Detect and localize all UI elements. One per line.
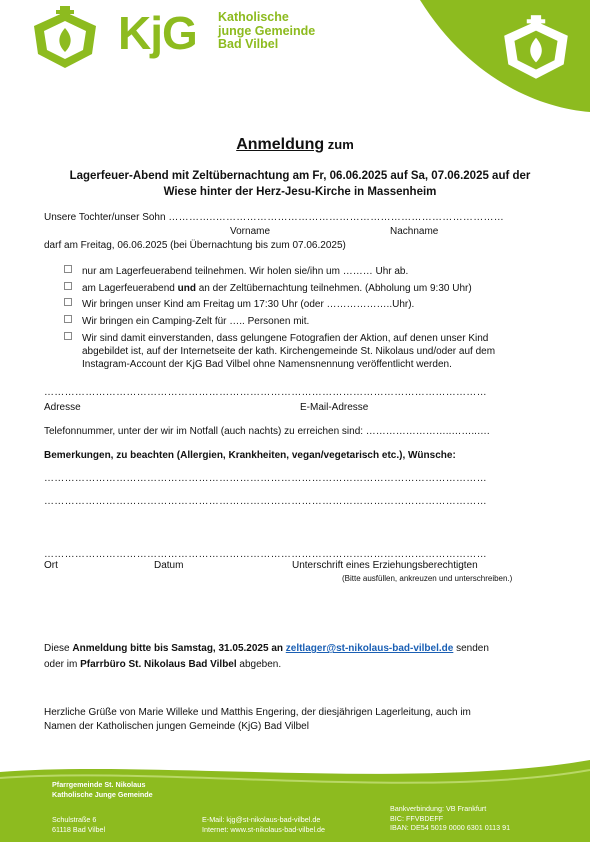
consent-line-2: abgebildet ist, auf der Internetseite der kath. Kirchengemeinde St. Nikolaus und/oder auf dem (82, 346, 496, 357)
option-camping-tent[interactable] (64, 315, 309, 328)
child-name-dots[interactable]: …………..………………………………………………………………………… (168, 212, 505, 223)
logo-line-2: junge Gemeinde (218, 23, 316, 38)
date-line: darf am Freitag, 06.06.2025 (bei Übernachtung bis zum 07.06.2025) (44, 240, 346, 251)
deadline-line-1 (44, 642, 544, 655)
footer-street: Schulstraße 6 (52, 815, 97, 824)
footer-email[interactable]: E-Mail: kjg@st-nikolaus-bad-vilbel.de (202, 815, 321, 824)
subtitle-line-2: Wiese hinter der Herz-Jesu-Kirche in Massenheim (163, 186, 437, 198)
option-text: Wir bringen ein Camping-Zelt für ….. Personen mit. (82, 316, 310, 327)
child-name-prefix: Unsere Tochter/unser Sohn (44, 212, 166, 223)
option-lagerfeuer-only[interactable] (64, 265, 408, 278)
signature-dots[interactable]: ………………………………………………………………………………………………………………… (44, 549, 487, 560)
deadline-email-link[interactable]: zeltlager@st-nikolaus-bad-vilbel.de (285, 643, 454, 654)
kjg-logo-icon (26, 4, 104, 72)
event-subtitle (40, 168, 560, 200)
title-main: Anmeldung (236, 136, 325, 153)
footer-org-2: Katholische Junge Gemeinde (52, 789, 153, 799)
consent-line-3: Instagram-Account der KjG Bad Vilbel ohne Namensnennung veröffentlicht werden. (82, 359, 452, 370)
footer-org-1: Pfarrgemeinde St. Nikolaus (52, 780, 146, 789)
child-name-line[interactable] (44, 211, 534, 224)
remarks-label: Bemerkungen, zu beachten (Allergien, Krankheiten, vegan/vegetarisch etc.), Wünsche: (44, 450, 456, 461)
option-bring-child[interactable] (64, 298, 414, 311)
footer-address (52, 815, 105, 834)
footer-contact (202, 815, 325, 834)
remarks-dots-2[interactable]: ………………………………………………………………………………………………………………… (44, 496, 487, 507)
deadline-b: Anmeldung bitte bis Samstag, 31.05.2025 an (72, 643, 286, 654)
deadline-line2-c: abgeben. (236, 659, 282, 670)
footer-bank (390, 804, 510, 833)
footer-bic: BIC: FFVBDEFF (390, 813, 444, 823)
logo-org-name (218, 11, 315, 52)
deadline-line2-a: oder im (44, 659, 81, 670)
footer-bank-name: Bankverbindung: VB Frankfurt (390, 804, 487, 813)
label-adresse: Adresse (44, 402, 81, 413)
option-photo-consent[interactable] (64, 332, 544, 371)
option-lagerfeuer-and-zelt[interactable] (64, 282, 472, 295)
logo-kjg-text: KjG (118, 7, 197, 59)
checkbox-icon[interactable] (64, 265, 72, 273)
signature-note: (Bitte ausfüllen, ankreuzen und unterschreiben.) (342, 574, 513, 583)
footer-city: 61118 Bad Vilbel (52, 824, 106, 834)
deadline-line2-b: Pfarrbüro St. Nikolaus Bad Vilbel (80, 659, 237, 670)
label-email: E-Mail-Adresse (300, 402, 369, 413)
logo-line-1: Katholische (218, 10, 289, 24)
deadline-a: Diese (44, 643, 73, 654)
greeting-line-1: Herzliche Grüße von Marie Willeke und Matthis Engering, der diesjährigen Lagerleitung, auch im (44, 707, 471, 718)
option-text-c: an der Zeltübernachtung teilnehmen. (Abholung um 9:30 Uhr) (195, 283, 472, 294)
label-datum: Datum (154, 560, 184, 571)
option-text: Wir bringen unser Kind am Freitag um 17:30 Uhr (oder ………………..Uhr). (82, 299, 415, 310)
kjg-logo-icon-white (496, 12, 576, 84)
checkbox-icon[interactable] (64, 298, 72, 306)
page-title (0, 136, 590, 154)
greeting-line-2: Namen der Katholischen jungen Gemeinde (KjG) Bad Vilbel (44, 721, 309, 732)
footer-web[interactable]: Internet: www.st-nikolaus-bad-vilbel.de (202, 824, 326, 834)
checkbox-icon[interactable] (64, 315, 72, 323)
label-nachname: Nachname (390, 226, 439, 237)
footer-org (52, 780, 153, 799)
deadline-c: senden (453, 643, 489, 654)
checkbox-icon[interactable] (64, 282, 72, 290)
label-vorname: Vorname (230, 226, 271, 237)
option-text-a: am Lagerfeuerabend (82, 283, 178, 294)
label-unterschrift: Unterschrift eines Erziehungsberechtigten (292, 560, 478, 571)
checkbox-icon[interactable] (64, 332, 72, 340)
label-ort: Ort (44, 560, 58, 571)
address-dots[interactable]: ………………………………………………………………………………………………………………… (44, 387, 487, 398)
logo-line-3: Bad Vilbel (218, 37, 279, 51)
consent-line-1: Wir sind damit einverstanden, dass gelungene Fotografien der Aktion, auf denen unser Kind (82, 333, 489, 344)
option-text: nur am Lagerfeuerabend teilnehmen. Wir holen sie/ihn um ……… Uhr ab. (82, 266, 409, 277)
subtitle-line-1: Lagerfeuer-Abend mit Zeltübernachtung am Fr, 06.06.2025 auf Sa, 07.06.2025 auf der (69, 170, 531, 182)
option-text-b: und (177, 283, 196, 294)
title-rest: zum (324, 137, 354, 152)
remarks-dots-1[interactable]: ………………………………………………………………………………………………………………… (44, 473, 487, 484)
footer-iban: IBAN: DE54 5019 0000 6301 0113 91 (390, 823, 511, 832)
deadline-line-2 (44, 658, 281, 671)
phone-line[interactable]: Telefonnummer, unter der wir im Notfall (auch nachts) zu erreichen sind: ……………………..……..…. (44, 426, 490, 437)
